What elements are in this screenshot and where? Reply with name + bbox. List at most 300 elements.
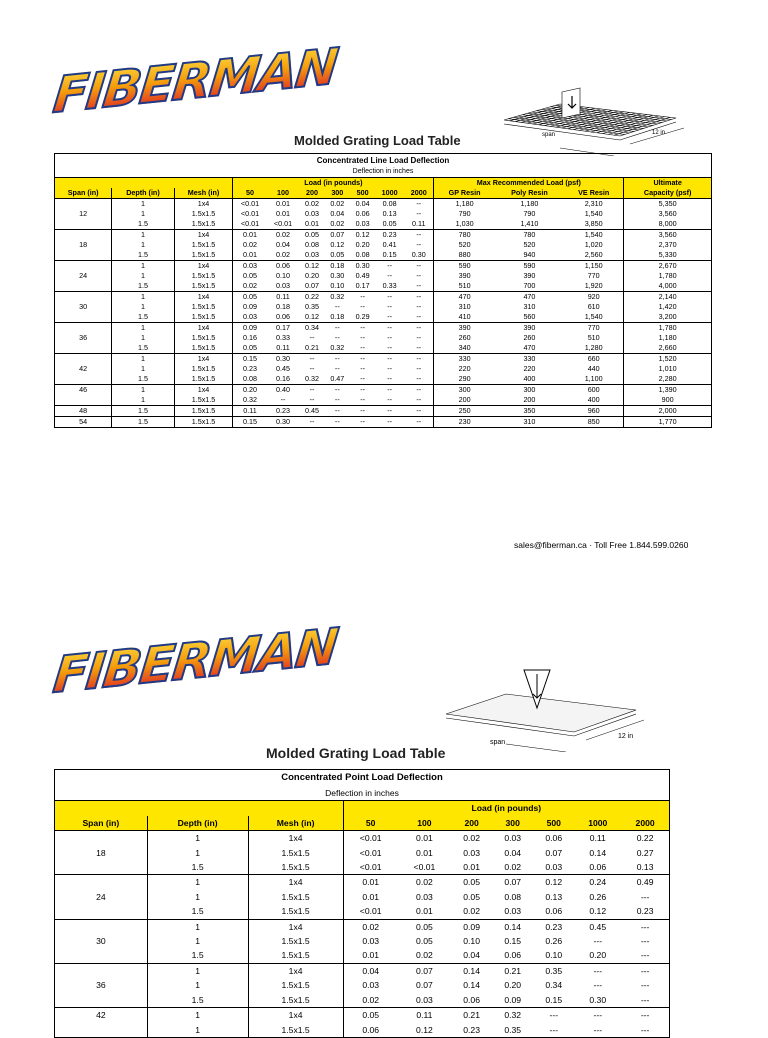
column-header: Depth (in) [112, 188, 174, 199]
table-cell: -- [334, 354, 340, 363]
table-cell: 0.23 [545, 921, 563, 932]
table-cell: 1x4 [174, 354, 233, 365]
table-row [55, 312, 712, 323]
table-cell: 290 [434, 374, 495, 385]
table-cell: 400 [523, 374, 536, 383]
table-cell: 0.15 [233, 417, 267, 428]
table-cell: 0.15 [233, 354, 267, 365]
table-cell: 1 [147, 978, 248, 992]
table-cell: 0.03 [463, 847, 480, 858]
table-cell: 1 [112, 323, 174, 334]
table-cell: -- [416, 333, 422, 342]
table-row [55, 406, 712, 417]
table-cell: 600 [587, 385, 600, 394]
table-cell: 0.04 [330, 209, 345, 218]
ultimate-header-1: Ultimate [624, 178, 712, 189]
table-cell: 0.07 [305, 281, 320, 290]
table-cell: -- [360, 302, 365, 311]
table-cell: 0.03 [416, 891, 433, 902]
table-cell: 1 [112, 230, 174, 241]
table-cell: 0.30 [411, 250, 426, 259]
table-cell: 0.35 [305, 302, 320, 311]
table-cell: 700 [523, 281, 536, 290]
table-cell: 0.02 [416, 950, 433, 961]
table-cell: 780 [523, 230, 536, 239]
table-cell: -- [334, 302, 340, 311]
table-cell: 1.5x1.5 [248, 978, 343, 992]
column-header: Span (in) [67, 188, 99, 197]
table-cell: 2,370 [624, 240, 712, 250]
table-row [55, 904, 670, 919]
table-row [55, 1023, 670, 1038]
table-cell: 0.03 [305, 209, 320, 218]
table-cell: 0.08 [504, 891, 522, 902]
table-cell: 0.06 [504, 950, 522, 961]
load-group-header: Load (in pounds) [233, 178, 434, 189]
table-row [55, 385, 712, 396]
table-subcaption-2: Deflection in inches [325, 788, 399, 798]
span-cell [55, 343, 112, 354]
table-cell: 220 [434, 364, 495, 374]
table-cell: 0.33 [276, 333, 290, 342]
table-cell: 0.02 [233, 281, 267, 292]
table-row [55, 846, 670, 860]
table-cell: 0.30 [276, 354, 290, 363]
table-cell: 0.01 [343, 948, 398, 963]
table-cell: 0.07 [545, 847, 563, 858]
table-cell: 0.07 [330, 230, 345, 239]
table-cell: -- [387, 417, 393, 426]
table-cell: 790 [434, 209, 495, 219]
table-cell: 1.5x1.5 [248, 890, 343, 904]
table-cell: 1,520 [624, 354, 712, 365]
table-cell: 310 [523, 417, 536, 426]
table-cell: 340 [434, 343, 495, 354]
table-cell: 0.27 [636, 847, 654, 858]
table-cell: 1 [147, 846, 248, 860]
table-cell: 1.5 [112, 312, 174, 323]
table-cell: 1,010 [624, 364, 712, 374]
column-header: 1000 [588, 817, 608, 828]
table-cell: 1 [147, 919, 248, 934]
table-cell: -- [416, 292, 422, 301]
table-cell: 1x4 [248, 963, 343, 978]
table-cell: 350 [523, 406, 536, 415]
table-cell: 1 [112, 364, 174, 374]
table-cell: -- [416, 271, 422, 280]
table-cell: 0.12 [305, 261, 320, 270]
table-cell: -- [387, 333, 393, 342]
table-cell: 0.18 [276, 302, 290, 311]
table-cell: 390 [523, 323, 536, 332]
table-row [55, 374, 712, 385]
table-cell: 1,780 [624, 323, 712, 334]
table-cell: 1.5 [112, 374, 174, 385]
table-cell: 1 [147, 875, 248, 890]
table-cell: 0.32 [305, 374, 320, 383]
column-header: 200 [464, 817, 479, 828]
table-cell: 0.47 [330, 374, 345, 383]
span-cell [55, 875, 148, 890]
table-cell: 1x4 [174, 199, 233, 210]
ultimate-header-2: Capacity (psf) [624, 188, 712, 199]
table-cell: 1.5x1.5 [174, 250, 233, 261]
table-cell: 0.01 [343, 890, 398, 904]
table-cell: 1x4 [248, 831, 343, 846]
table-cell: 0.07 [416, 980, 433, 991]
table-cell: 1 [112, 395, 174, 406]
span-cell: 48 [79, 406, 88, 415]
span-cell: 36 [79, 333, 88, 342]
table-cell: -- [360, 374, 365, 383]
column-header: Poly Resin [511, 188, 548, 197]
column-header: Mesh (in) [248, 816, 343, 831]
table-cell: 0.20 [589, 950, 607, 961]
table-cell: 0.05 [343, 1008, 398, 1023]
span-cell [55, 374, 112, 385]
table-cell: 0.24 [589, 877, 607, 888]
span-label: span [542, 132, 556, 138]
contact-footer: sales@fiberman.ca · Toll Free 1.844.599.0260 [514, 540, 689, 550]
table-cell: -- [387, 302, 393, 311]
column-header: 300 [331, 188, 344, 197]
table-cell: 410 [434, 312, 495, 323]
table-cell: 3,560 [624, 230, 712, 241]
table-cell: 1 [112, 333, 174, 343]
table-cell: 1x4 [174, 323, 233, 334]
table-cell: <0.01 [343, 904, 398, 919]
table-cell: 790 [523, 209, 536, 218]
table-cell: 0.01 [276, 199, 290, 208]
table-cell: 3,560 [624, 209, 712, 219]
table-cell: -- [416, 323, 422, 332]
table-cell: 0.01 [233, 250, 267, 261]
table-cell: 1.5x1.5 [174, 209, 233, 219]
table-cell: 0.16 [276, 374, 290, 383]
table-cell: 1,540 [584, 312, 603, 321]
table-cell: 770 [587, 271, 600, 280]
table-cell: 1 [112, 292, 174, 303]
table-cell: -- [387, 261, 393, 270]
table-cell: -- [387, 364, 393, 373]
table-cell: 0.15 [504, 936, 522, 947]
table-cell: 0.29 [355, 312, 370, 321]
table-cell: 1 [147, 890, 248, 904]
table-cell: 0.20 [233, 385, 267, 396]
table-row [55, 250, 712, 261]
table-cell: <0.01 [343, 860, 398, 875]
table-cell: 0.04 [504, 847, 522, 858]
table-cell: 0.01 [416, 833, 433, 844]
table-cell: 0.26 [589, 891, 607, 902]
span-cell [55, 230, 112, 241]
table-cell: 1.5x1.5 [248, 934, 343, 948]
span-cell: 18 [96, 847, 106, 858]
table-cell: <0.01 [273, 219, 293, 228]
table-cell: 0.05 [330, 250, 345, 259]
table-cell: 1,280 [584, 343, 603, 352]
table-cell: 1 [147, 963, 248, 978]
table-cell: 400 [587, 395, 600, 404]
table-cell: 0.01 [276, 209, 290, 218]
table-cell: 1x4 [174, 292, 233, 303]
table-row [55, 993, 670, 1008]
column-header: 100 [417, 817, 432, 828]
span-cell [55, 963, 148, 978]
table-cell: 0.13 [382, 209, 397, 218]
table-cell: 1,780 [624, 271, 712, 281]
table-cell: 0.11 [233, 406, 267, 417]
table-cell: 5,330 [624, 250, 712, 261]
table-row [55, 919, 670, 934]
table-cell: 0.02 [330, 199, 345, 208]
table-cell: 0.03 [233, 261, 267, 272]
table-cell: 2,140 [624, 292, 712, 303]
table-cell: 0.09 [233, 302, 267, 312]
span-cell [55, 948, 148, 963]
table-cell: 0.11 [276, 292, 290, 301]
table-cell: 0.15 [382, 250, 397, 259]
table-cell: 1,540 [584, 209, 603, 218]
table-cell: -- [416, 230, 422, 239]
table-cell: -- [280, 395, 286, 404]
table-cell: -- [416, 261, 422, 270]
table-cell: 0.01 [463, 862, 480, 873]
table-cell: --- [640, 1024, 650, 1035]
table-cell: -- [416, 281, 422, 290]
table-cell: 1 [112, 302, 174, 312]
table-cell: 1.5x1.5 [174, 281, 233, 292]
point-load-table [54, 769, 670, 1038]
table-cell: 510 [434, 281, 495, 292]
table-cell: 310 [434, 302, 495, 312]
table-cell: 960 [587, 406, 600, 415]
table-cell: 0.21 [463, 1010, 480, 1021]
table-cell: 0.11 [276, 343, 290, 352]
span-cell: 12 [79, 209, 88, 218]
table-cell: -- [416, 354, 422, 363]
table-cell: -- [416, 385, 422, 394]
table-cell: 1.5 [112, 250, 174, 261]
table-cell: 1,020 [584, 240, 603, 249]
span-cell [55, 281, 112, 292]
span-cell [55, 292, 112, 303]
fiberman-logo-2: FIBERMAN [50, 617, 340, 705]
table-cell: --- [549, 1024, 559, 1035]
table-cell: 0.40 [276, 385, 290, 394]
table-cell: --- [640, 950, 650, 961]
table-cell: --- [593, 1010, 603, 1021]
table-row [55, 292, 712, 303]
table-row [55, 831, 670, 846]
table-cell: 1x4 [248, 1008, 343, 1023]
table-caption: Concentrated Line Load Deflection [316, 156, 450, 165]
table-cell: 0.03 [276, 281, 290, 290]
span-cell [55, 250, 112, 261]
table-cell: -- [387, 354, 393, 363]
table-cell: 1.5x1.5 [174, 395, 233, 406]
table-cell: 310 [523, 302, 536, 311]
table-cell: 260 [523, 333, 536, 342]
table-cell: 0.08 [305, 240, 320, 249]
table-cell: 1.5x1.5 [174, 302, 233, 312]
table-cell: 0.06 [276, 261, 290, 270]
table-cell: 0.02 [504, 862, 522, 873]
table-cell: 0.02 [463, 906, 480, 917]
table-cell: -- [360, 385, 365, 394]
table-cell: 0.03 [233, 312, 267, 323]
table-cell: 0.08 [233, 374, 267, 385]
load-group-header-2: Load (in pounds) [343, 801, 669, 816]
table-cell: -- [309, 333, 315, 342]
table-cell: 0.11 [416, 1010, 433, 1021]
span-cell: 54 [79, 417, 88, 426]
table-cell: 300 [523, 385, 536, 394]
table-cell: -- [360, 343, 365, 352]
table-cell: 1,180 [434, 199, 495, 210]
table-cell: 0.09 [233, 323, 267, 334]
table-cell: 1.5 [147, 993, 248, 1008]
table-cell: 260 [434, 333, 495, 343]
table-cell: 590 [434, 261, 495, 272]
table-cell: 610 [587, 302, 600, 311]
table-cell: 770 [587, 323, 600, 332]
table-cell: 0.09 [463, 921, 480, 932]
table-cell: 0.03 [305, 250, 320, 259]
table-cell: 1.5 [147, 904, 248, 919]
table-cell: -- [387, 343, 393, 352]
table-caption-2: Concentrated Point Load Deflection [281, 772, 443, 783]
table-cell: 2,560 [584, 250, 603, 259]
span-label-2: span [490, 739, 506, 746]
table-cell: 0.06 [355, 209, 370, 218]
table-cell: 300 [434, 385, 495, 396]
table-cell: 0.21 [504, 965, 522, 976]
table-cell: 0.35 [504, 1024, 522, 1035]
table-cell: 1.5x1.5 [248, 846, 343, 860]
table-cell: 1 [147, 934, 248, 948]
span-cell [55, 831, 148, 846]
table-cell: 0.45 [276, 364, 290, 373]
table-cell: 0.11 [589, 833, 606, 844]
table-cell: 0.20 [504, 980, 522, 991]
table-cell: 0.02 [463, 833, 480, 844]
table-cell: 1.5x1.5 [174, 312, 233, 323]
table-cell: 0.06 [276, 312, 290, 321]
span-cell [55, 395, 112, 406]
table-cell: 470 [523, 343, 536, 352]
table-cell: 0.03 [504, 833, 522, 844]
table-cell: -- [360, 323, 365, 332]
table-cell: 1.5x1.5 [174, 219, 233, 230]
span-cell: 30 [79, 302, 88, 311]
table-cell: 0.32 [330, 292, 345, 301]
table-cell: 0.05 [233, 292, 267, 303]
table-cell: 1.5x1.5 [248, 904, 343, 919]
table-row [55, 963, 670, 978]
table-cell: -- [334, 385, 340, 394]
table-cell: -- [416, 240, 422, 249]
column-header: 50 [233, 188, 267, 199]
column-header: 1000 [381, 188, 398, 197]
table-cell: -- [387, 323, 393, 332]
table-cell: 0.04 [355, 199, 370, 208]
table-cell: -- [387, 271, 393, 280]
table-cell: 200 [434, 395, 495, 406]
table-cell: --- [640, 994, 650, 1005]
page-title: Molded Grating Load Table [294, 133, 461, 148]
span-cell: 42 [79, 364, 88, 373]
table-cell: 1.5 [112, 281, 174, 292]
table-row [55, 281, 712, 292]
column-header: Span (in) [82, 817, 120, 828]
table-cell: 940 [523, 250, 536, 259]
table-cell: 1 [147, 1023, 248, 1038]
table-cell: 1 [112, 385, 174, 396]
table-cell: 200 [523, 395, 536, 404]
table-row [55, 261, 712, 272]
table-row [55, 875, 670, 890]
width-label: 12 in [652, 130, 666, 136]
table-row [55, 343, 712, 354]
table-cell: -- [334, 333, 340, 342]
table-cell: 1.5x1.5 [174, 271, 233, 281]
table-cell: 3,200 [624, 312, 712, 323]
table-cell: -- [416, 199, 422, 208]
table-row [55, 209, 712, 219]
table-cell: -- [360, 406, 365, 415]
table-cell: 0.23 [276, 406, 290, 415]
table-cell: -- [416, 406, 422, 415]
table-cell: 0.23 [636, 906, 654, 917]
table-cell: 0.14 [463, 980, 480, 991]
table-cell: 220 [523, 364, 536, 373]
table-cell: -- [360, 417, 365, 426]
table-cell: 0.04 [343, 963, 398, 978]
table-cell: 1 [112, 261, 174, 272]
table-cell: 0.06 [589, 862, 607, 873]
table-cell: 1.5x1.5 [174, 240, 233, 250]
table-row [55, 948, 670, 963]
table-cell: 470 [523, 292, 536, 301]
table-cell: 1 [112, 271, 174, 281]
table-cell: 0.08 [382, 199, 397, 208]
table-cell: 920 [587, 292, 600, 301]
table-cell: 0.32 [330, 343, 345, 352]
table-row [55, 323, 712, 334]
table-cell: 0.30 [276, 417, 290, 426]
table-row [55, 302, 712, 312]
table-cell: --- [640, 965, 650, 976]
table-cell: 1,180 [624, 333, 712, 343]
table-cell: 1.5x1.5 [248, 860, 343, 875]
table-cell: 250 [434, 406, 495, 417]
span-cell: 30 [96, 936, 106, 947]
table-cell: 0.32 [233, 395, 267, 406]
table-cell: 0.34 [545, 980, 563, 991]
table-cell: 1.5 [147, 948, 248, 963]
column-header: 2000 [410, 188, 427, 197]
table-cell: 0.01 [416, 847, 433, 858]
table-cell: 590 [523, 261, 536, 270]
table-cell: 0.13 [545, 891, 563, 902]
table-cell: 1x4 [248, 875, 343, 890]
table-cell: 4,000 [624, 281, 712, 292]
table-cell: -- [360, 292, 365, 301]
line-load-diagram [500, 84, 692, 156]
table-cell: --- [640, 891, 650, 902]
table-cell: 0.33 [382, 281, 397, 290]
